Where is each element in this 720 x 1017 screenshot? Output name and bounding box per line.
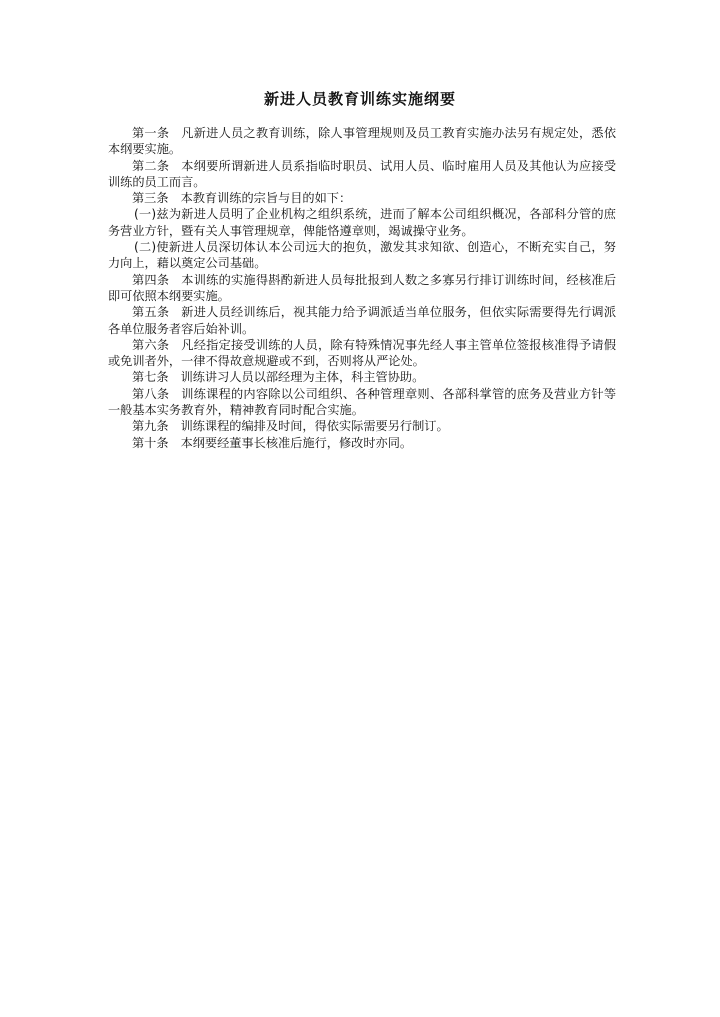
purpose-item-1: (一)兹为新进人员明了企业机构之组织系统，进而了解本公司组织概况，各部科分管的庶务营业方针，暨有关人事管理规章，俾能恪遵章则，竭诚操守业务。 [108, 207, 616, 238]
article-5 [108, 304, 616, 337]
article-text: 凡新进人员之教育训练，除人事管理规则及员工教育实施办法另有规定处，悉依本纲要实施。 [108, 126, 617, 157]
article-2 [108, 158, 616, 191]
article-label: 第五条 [132, 305, 170, 320]
article-label: 第八条 [132, 386, 170, 401]
document-title: 新进人员教育训练实施纲要 [263, 90, 456, 108]
article-label: 第二条 [132, 158, 170, 173]
article-label: 第四条 [132, 272, 170, 287]
article-text: 凡经指定接受训练的人员，除有特殊情况事先经人事主管单位签报核准得予请假或免训者外，一律不得故意规避或不到，否则将从严论处。 [108, 337, 617, 369]
document-body [108, 125, 616, 451]
article-label: 第一条 [132, 126, 170, 140]
article-label: 第三条 [132, 191, 169, 206]
article-text: 训练课程的编排及时间，得依实际需要另行制订。 [180, 419, 449, 434]
article-text: 新进人员经训练后，视其能力给予调派适当单位服务，但依实际需要得先行调派各单位服务者容后始补训。 [108, 305, 617, 336]
article-text: 本纲要所谓新进人员系指临时职员、试用人员、临时雇用人员及其他认为应接受训练的员工而言。 [108, 158, 617, 189]
article-label: 第六条 [132, 337, 170, 352]
article-text: 训练讲习人员以部经理为主体，科主管协助。 [180, 370, 425, 385]
article-label: 第七条 [132, 370, 169, 385]
article-4 [108, 272, 616, 305]
article-8 [108, 386, 616, 419]
article-10 [108, 435, 616, 451]
article-6 [108, 337, 616, 370]
article-9 [108, 418, 616, 434]
article-1 [108, 125, 616, 158]
article-text: 本训练的实施得斟酌新进人员每批报到人数之多寡另行排订训练时间，经核准后即可依照本纲要实施。 [108, 272, 617, 303]
article-text: 训练课程的内容除以公司组织、各种管理章则、各部科掌管的庶务及营业方针等一般基本实务教育外，精神教育同时配合实施。 [108, 386, 617, 418]
article-text: 本纲要经董事长核准后施行，修改时亦同。 [180, 435, 413, 450]
article-label: 第九条 [132, 419, 169, 434]
article-7 [108, 369, 616, 385]
article-3 [108, 190, 616, 206]
purpose-item-2: (二)使新进人员深切体认本公司远大的抱负，激发其求知欲、创造心，不断充实自己，努力向上，藉以奠定公司基础。 [108, 240, 616, 271]
article-label: 第十条 [132, 435, 169, 450]
article-text: 本教育训练的宗旨与目的如下： [180, 191, 352, 206]
